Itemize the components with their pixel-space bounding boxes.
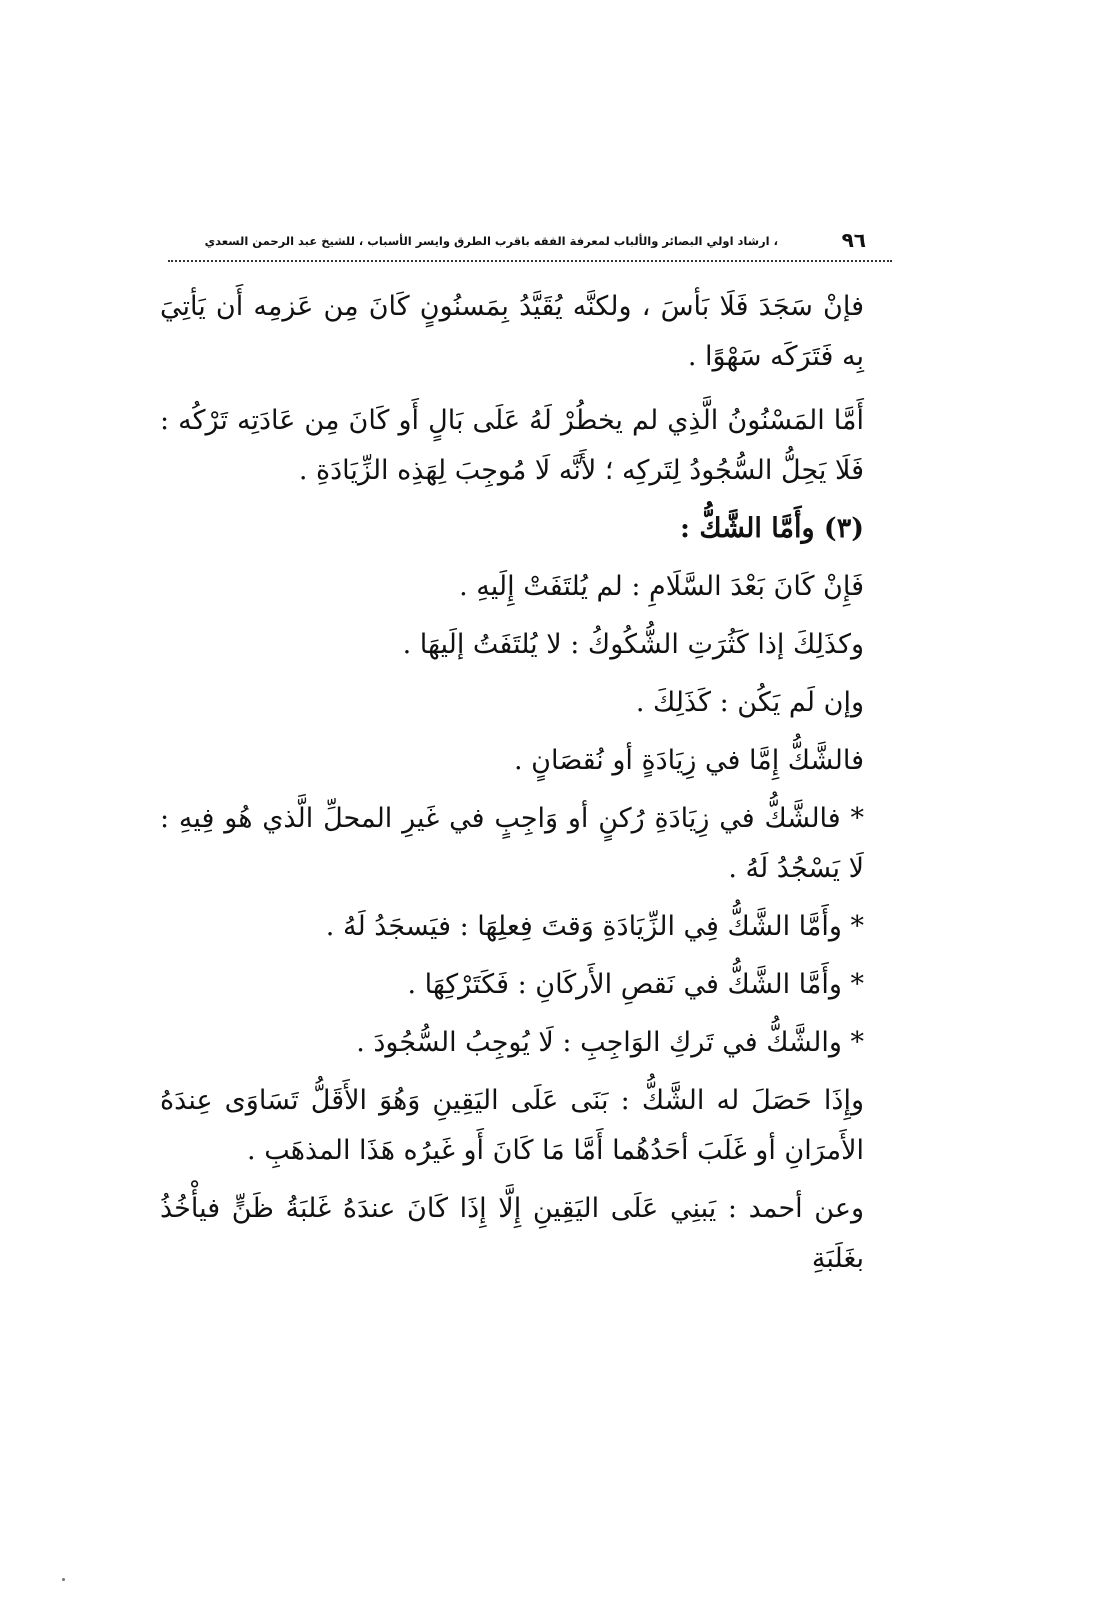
section-heading: (٣) وأَمَّا الشَّكُّ : bbox=[679, 513, 864, 544]
body-text bbox=[160, 282, 894, 1284]
running-title: ، ارشاد اولي البصائر والألباب لمعرفة الفقه باقرب الطرق وايسر الأسباب ، للشيخ عبد الرحمن السعدي bbox=[204, 234, 778, 248]
page-number: ٩٦ bbox=[841, 228, 866, 252]
paragraph: وإِذَا حَصَلَ له الشَّكُّ : بَنَى عَلَى اليَقِينِ وَهُوَ الأَقَلُّ تَسَاوَى عِندَهُ الأَمرَانِ أو غَلَبَ أحَدُهُما أَمَّا مَا كَانَ أَو غَيرُه هَذَا المذهَبِ . bbox=[160, 1085, 864, 1166]
list-item: * فالشَّكُّ في زِيَادَةِ رُكنٍ أو وَاجِبٍ في غَيرِ المحلِّ الَّذي هُو فِيهِ : لَا يَسْجُدُ لَهُ . bbox=[160, 803, 864, 884]
paragraph: فَإِنْ كَانَ بَعْدَ السَّلَامِ : لم يُلتَفَتْ إِلَيهِ . bbox=[459, 571, 864, 602]
paragraph: فإنْ سَجَدَ فَلَا بَأسَ ، ولكنَّه يُقَيَّدُ بِمَسنُونٍ كَانَ مِن عَزمِه أَن يَأتِيَ بِه فَتَرَكَه سَهْوًا . bbox=[160, 291, 864, 372]
list-item: * وأَمَّا الشَّكُّ في نَقصِ الأَركَانِ : فَكَتَرْكِهَا . bbox=[407, 969, 864, 1000]
list-item: * والشَّكُّ في تَركِ الوَاجِبِ : لَا يُوجِبُ السُّجُودَ . bbox=[356, 1027, 864, 1058]
list-item: * وأَمَّا الشَّكُّ فِي الزِّيَادَةِ وَقتَ فِعلِهَا : فيَسجَدُ لَهُ . bbox=[325, 911, 864, 942]
paragraph: أَمَّا المَسْنُونُ الَّذِي لم يخطُرْ لَهُ عَلَى بَالٍ أَو كَانَ مِن عَادَتِه تَرْكُه : فَلَا يَحِلُّ السُّجُودُ لِتَركِه ؛ لأَنَّه لَا مُوجِبَ لِهَذِه الزِّيَادَةِ . bbox=[160, 405, 864, 486]
paragraph: وكذَلِكَ إذا كَثُرَتِ الشُّكُوكُ : لا يُلتَفَتُ إلَيهَا . bbox=[402, 629, 864, 660]
paragraph: فالشَّكُّ إِمَّا في زِيَادَةٍ أو نُقصَانٍ . bbox=[513, 745, 864, 776]
scan-speck bbox=[62, 1578, 65, 1581]
page-header bbox=[168, 226, 888, 260]
paragraph: وإن لَم يَكُن : كَذَلِكَ . bbox=[635, 687, 864, 718]
header-divider bbox=[168, 260, 892, 262]
paragraph: وعن أحمد : يَبنِي عَلَى اليَقِينِ إِلَّا إِذَا كَانَ عندَهُ غَلبَةُ ظَنٍّ فيأْخُذُ بغَلَبَةِ bbox=[160, 1193, 864, 1274]
